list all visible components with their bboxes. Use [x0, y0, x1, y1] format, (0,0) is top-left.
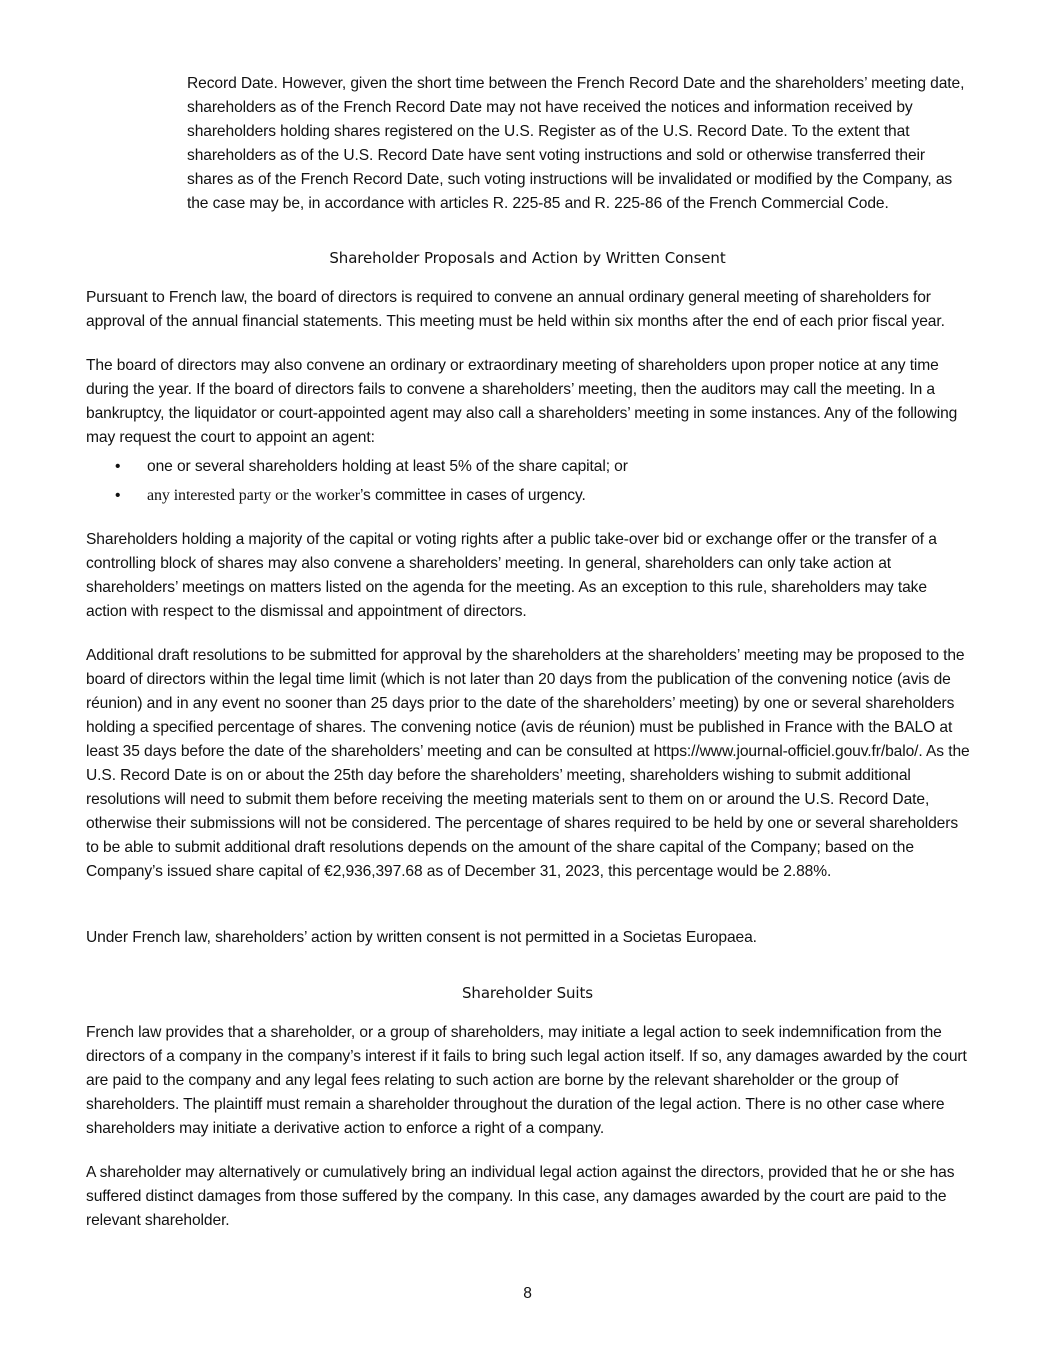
paragraph-individual-action: A shareholder may alternatively or cumulatively bring an individual legal action against the directors, provided that he or she has suffered distinct damages from those suffered by the company. In this case, any damages awarded by the court are paid to the relevant shareholder.	[86, 1164, 955, 1229]
section-heading-suits: Shareholder Suits	[461, 984, 593, 1002]
paragraph-majority-holders: Shareholders holding a majority of the capital or voting rights after a public take-over bid or exchange offer or the transfer of a controlling block of shares may also convene a shareholders’ meeting. In general, shareholders can only take action at shareholders’ meetings on matters listed on the agenda for the meeting. As an exception to this rule, shareholders may take action with respect to the dismissal and appointment of directors.	[86, 531, 937, 620]
bullet-text-serif: any interested party or the worker	[147, 487, 360, 504]
bullet-icon: •	[115, 487, 121, 504]
continuation-paragraph: Record Date. However, given the short time between the French Record Date and the shareholders’ meeting date, shareholders as of the French Record Date may not have received the notices and information received by shareholders holding shares registered on the U.S. Register as of the U.S. Record Date. To the extent that shareholders as of the U.S. Record Date have sent voting instructions and sold or otherwise transferred their shares as of the French Record Date, such voting instructions will be invalidated or modified by the Company, as the case may be, in accordance with articles R. 225-85 and R. 225-86 of the French Commercial Code.	[187, 75, 965, 212]
paragraph-derivative-action: French law provides that a shareholder, or a group of shareholders, may initiate a legal action to seek indemnification from the directors of a company in the company’s interest if it fails to bring such legal action itself. If so, any damages awarded by the court are paid to the company and any legal fees relating to such action are borne by the relevant shareholder or the group of shareholders. The plaintiff must remain a shareholder throughout the duration of the legal action. There is no other case where shareholders may initiate a derivative action to enforce a right of a company.	[86, 1024, 967, 1137]
paragraph-draft-resolutions: Additional draft resolutions to be submitted for approval by the shareholders at the shareholders’ meeting may be proposed to the board of directors within the legal time limit (which is not later than 20 days from the publication of the convening notice (avis de réunion) and in any event no sooner than 25 days prior to the date of the shareholders’ meeting) by one or several shareholders holding a specified percentage of shares. The convening notice (avis de réunion) must be published in France with the BALO at least 35 days before the date of the shareholders’ meeting and can be consulted at https://www.journal-officiel.gouv.fr/balo/. As the U.S. Record Date is on or about the 25th day before the shareholders’ meeting, shareholders wishing to submit additional resolutions will need to submit them before receiving the meeting materials sent to them on or around the U.S. Record Date, otherwise their submissions will not be considered. The percentage of shares required to be held by one or several shareholders to be able to submit additional draft resolutions depends on the amount of the share capital of the Company; based on the Company’s issued share capital of €2,936,397.68 as of December 31, 2023, this percentage would be 2.88%.	[86, 647, 970, 880]
paragraph-written-consent: Under French law, shareholders’ action by written consent is not permitted in a Societas Europaea.	[86, 929, 757, 946]
paragraph-convene-meeting: The board of directors may also convene an ordinary or extraordinary meeting of shareholders upon proper notice at any time during the year. If the board of directors fails to convene a shareholders’ meeting, then the auditors may call the meeting. In a bankruptcy, the liquidator or court-appointed agent may also call a shareholders’ meeting in some instances. Any of the following may request the court to appoint an agent:	[86, 357, 958, 446]
bullet-text: one or several shareholders holding at least 5% of the share capital; or	[147, 458, 628, 475]
paragraph-annual-meeting: Pursuant to French law, the board of directors is required to convene an annual ordinary general meeting of shareholders for approval of the annual financial statements. This meeting must be held within six months after the end of each prior fiscal year.	[86, 289, 945, 330]
bullet-text-rest: ’s committee in cases of urgency.	[359, 487, 586, 504]
page-number: 8	[523, 1285, 532, 1302]
bullet-icon: •	[115, 458, 121, 475]
bullet-text	[147, 484, 586, 508]
section-heading-proposals: Shareholder Proposals and Action by Written Consent	[329, 249, 726, 267]
